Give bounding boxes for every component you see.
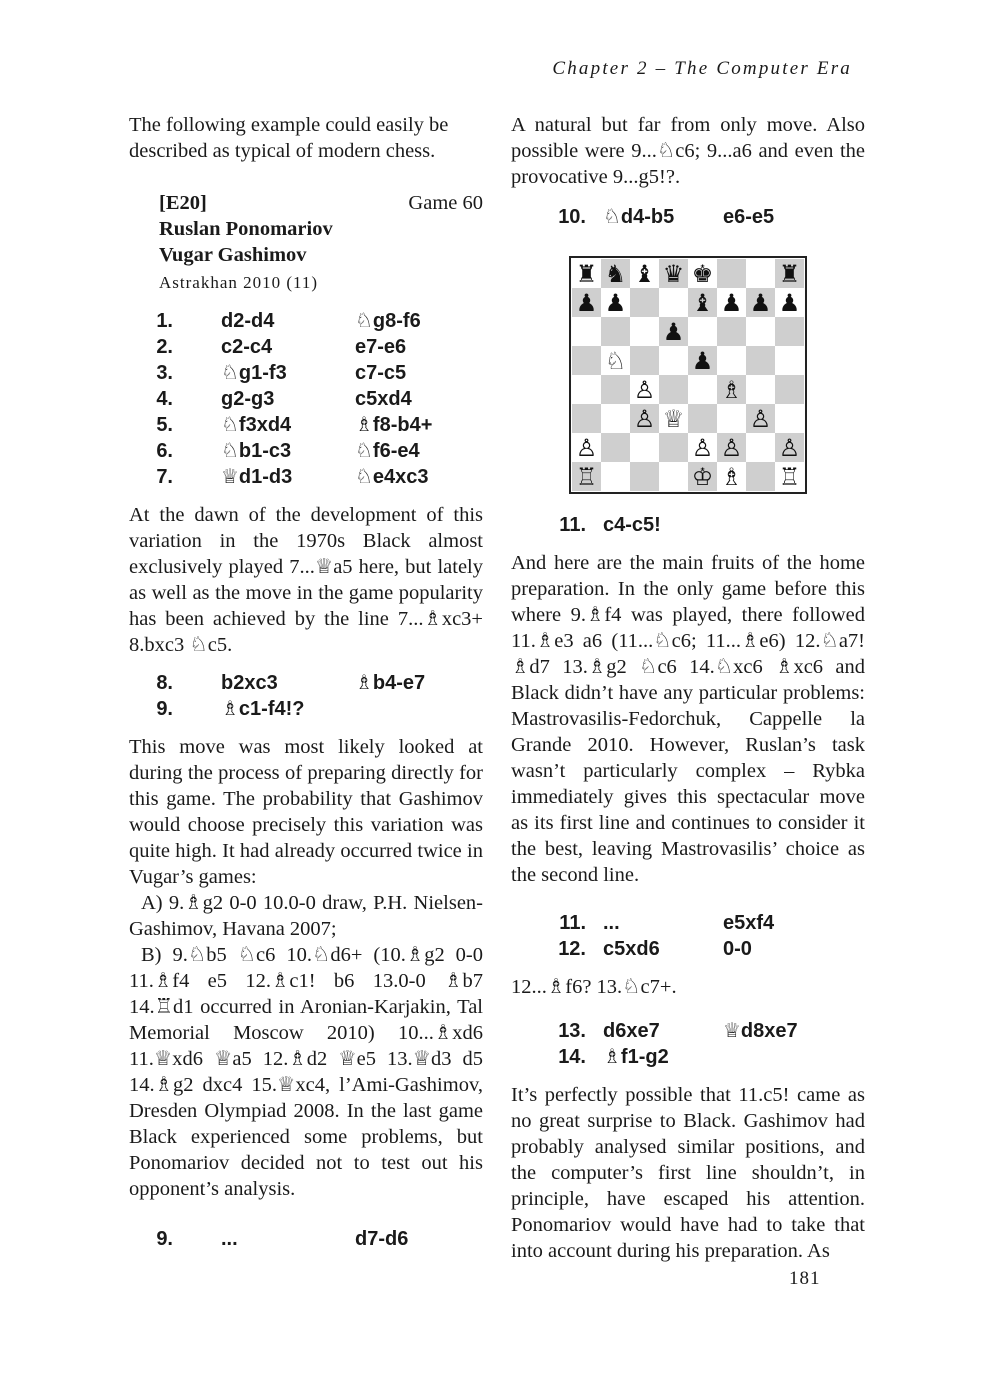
square-a1: ♖ bbox=[572, 462, 601, 491]
white-move: ♗c1-f4!? bbox=[221, 698, 305, 720]
black-move: c5xd4 bbox=[355, 388, 412, 410]
left-column bbox=[129, 112, 483, 1264]
black-move: e6-e5 bbox=[723, 206, 775, 228]
square-e8: ♚ bbox=[688, 259, 717, 288]
move-list bbox=[511, 910, 865, 962]
square-a4 bbox=[572, 375, 601, 404]
square-c7 bbox=[630, 288, 659, 317]
square-d5 bbox=[659, 346, 688, 375]
page-number: 181 bbox=[789, 1268, 821, 1289]
square-g5 bbox=[746, 346, 775, 375]
commentary-paragraph: At the dawn of the development of this variation in the 1970s Black almost exclusively played 7...♕a5 here, but lately as well as the move in the game popularity has been achieved by the line 7...♗xc3+ 8.bxc3 ♘c5. bbox=[129, 504, 483, 656]
move-number: 12. bbox=[558, 938, 586, 960]
square-b8: ♞ bbox=[601, 259, 630, 288]
black-move: e5xf4 bbox=[723, 912, 775, 934]
square-c4: ♙ bbox=[630, 375, 659, 404]
square-b6 bbox=[601, 317, 630, 346]
square-e1: ♔ bbox=[688, 462, 717, 491]
square-c5 bbox=[630, 346, 659, 375]
square-f2: ♙ bbox=[717, 433, 746, 462]
move-number: 1. bbox=[156, 310, 173, 332]
square-f5 bbox=[717, 346, 746, 375]
commentary-paragraph: And here are the main fruits of the home preparation. In the only game before this where 9.♗f4 was played, there followed 11.♗e3 a6 (11...♘c6; 11...♗e6) 12.♘a7! ♗d7 13.♗g2 ♘c6 14.♘xc6 ♗xc6 and Black didn’t have any particular problems: Mastrovasilis-Fedorchuk, Cappelle la Grande 2010. However, Ruslan’s task wasn’t particularly complex – Rybka immediately gives this spectacular move as its first line and continues to consider it the best, leaving Mastrovasilis’ choice as the second line. bbox=[511, 552, 865, 886]
square-a2: ♙ bbox=[572, 433, 601, 462]
white-move: ♘g1-f3 bbox=[221, 362, 287, 384]
black-move: c7-c5 bbox=[355, 362, 407, 384]
move-row bbox=[129, 1226, 483, 1252]
chess-diagram bbox=[569, 256, 865, 494]
square-h8: ♜ bbox=[775, 259, 804, 288]
square-c8: ♝ bbox=[630, 259, 659, 288]
square-f3 bbox=[717, 404, 746, 433]
square-g8 bbox=[746, 259, 775, 288]
square-e6 bbox=[688, 317, 717, 346]
move-list bbox=[511, 204, 865, 230]
square-h1: ♖ bbox=[775, 462, 804, 491]
black-move: d7-d6 bbox=[355, 1228, 409, 1250]
square-g1 bbox=[746, 462, 775, 491]
commentary-paragraph: 12...♗f6? 13.♘c7+. bbox=[511, 976, 677, 998]
square-h5 bbox=[775, 346, 804, 375]
move-row bbox=[129, 412, 483, 438]
commentary-paragraph: It’s perfectly possible that 11.c5! came as no great surprise to Black. Gashimov had probably analysed similar positions, and the computer’s first line shouldn’t, in principle, have escaped his attention. Ponomariov would have had to take that into account during his preparation. As bbox=[511, 1084, 865, 1262]
black-move: 0-0 bbox=[723, 938, 752, 960]
intro-paragraph: The following example could easily be described as typical of modern chess. bbox=[129, 114, 449, 162]
square-h7: ♟ bbox=[775, 288, 804, 317]
move-list bbox=[129, 670, 483, 722]
square-e3 bbox=[688, 404, 717, 433]
white-move: ♘d4-b5 bbox=[603, 206, 675, 228]
white-move: ♕d1-d3 bbox=[221, 466, 293, 488]
white-move: d6xe7 bbox=[603, 1020, 660, 1042]
white-move: ♗f1-g2 bbox=[603, 1046, 669, 1068]
move-number: 8. bbox=[156, 672, 173, 694]
move-row bbox=[129, 386, 483, 412]
square-d4 bbox=[659, 375, 688, 404]
white-move: g2-g3 bbox=[221, 388, 275, 410]
move-row bbox=[129, 360, 483, 386]
black-move: ♘f6-e4 bbox=[355, 440, 420, 462]
move-row bbox=[511, 936, 865, 962]
square-g7: ♟ bbox=[746, 288, 775, 317]
black-player: Vugar Gashimov bbox=[159, 244, 307, 266]
square-a5 bbox=[572, 346, 601, 375]
variation-a: A) 9.♗g2 0-0 10.0-0 draw, P.H. Nielsen-Gashimov, Havana 2007; bbox=[129, 892, 483, 940]
move-number: 10. bbox=[558, 206, 586, 228]
white-player: Ruslan Ponomariov bbox=[159, 218, 333, 240]
move-row bbox=[129, 308, 483, 334]
square-b5: ♘ bbox=[601, 346, 630, 375]
square-e4 bbox=[688, 375, 717, 404]
square-e5: ♟ bbox=[688, 346, 717, 375]
black-move: ♘g8-f6 bbox=[355, 310, 421, 332]
square-f6 bbox=[717, 317, 746, 346]
square-h6 bbox=[775, 317, 804, 346]
square-e7: ♝ bbox=[688, 288, 717, 317]
commentary-paragraph: This move was most likely looked at during the process of preparing directly for this game. The probability that Gashimov would choose precisely this variation was quite high. It had already occurred twice in Vugar’s games: bbox=[129, 736, 483, 888]
square-a3 bbox=[572, 404, 601, 433]
square-d8: ♛ bbox=[659, 259, 688, 288]
square-f1: ♗ bbox=[717, 462, 746, 491]
square-g4 bbox=[746, 375, 775, 404]
square-g2 bbox=[746, 433, 775, 462]
square-c1 bbox=[630, 462, 659, 491]
chess-board bbox=[569, 256, 807, 494]
move-number: 13. bbox=[558, 1020, 586, 1042]
move-row bbox=[129, 334, 483, 360]
move-number: 4. bbox=[156, 388, 173, 410]
square-h2: ♙ bbox=[775, 433, 804, 462]
white-move: c2-c4 bbox=[221, 336, 273, 358]
black-move: ♗f8-b4+ bbox=[355, 414, 433, 436]
game-header bbox=[159, 190, 483, 296]
square-c6 bbox=[630, 317, 659, 346]
white-move: b2xc3 bbox=[221, 672, 278, 694]
move-number: 6. bbox=[156, 440, 173, 462]
white-move: c5xd6 bbox=[603, 938, 660, 960]
move-number: 11. bbox=[559, 912, 586, 934]
white-move: ... bbox=[603, 912, 620, 934]
black-move: e7-e6 bbox=[355, 336, 407, 358]
square-f8 bbox=[717, 259, 746, 288]
move-number: 11. bbox=[559, 514, 586, 536]
square-d7 bbox=[659, 288, 688, 317]
square-d2 bbox=[659, 433, 688, 462]
event-info: Astrakhan 2010 (11) bbox=[159, 273, 319, 292]
square-d3: ♕ bbox=[659, 404, 688, 433]
square-c2 bbox=[630, 433, 659, 462]
move-number: 14. bbox=[558, 1046, 586, 1068]
eco-code: [E20] bbox=[159, 192, 207, 214]
white-move: d2-d4 bbox=[221, 310, 275, 332]
white-move: ... bbox=[221, 1228, 238, 1250]
square-b3 bbox=[601, 404, 630, 433]
square-b7: ♟ bbox=[601, 288, 630, 317]
move-row bbox=[511, 1018, 865, 1044]
black-move: ♘e4xc3 bbox=[355, 466, 429, 488]
move-row bbox=[511, 910, 865, 936]
square-a6 bbox=[572, 317, 601, 346]
square-f4: ♗ bbox=[717, 375, 746, 404]
square-g3: ♙ bbox=[746, 404, 775, 433]
variation-b: B) 9.♘b5 ♘c6 10.♘d6+ (10.♗g2 0-0 11.♗f4 e5 12.♗c1! b6 13.0-0 ♗b7 14.♖d1 occurred in Aronian-Karjakin, Tal Memorial Moscow 2010) 10...♗xd6 11.♕xd6 ♕a5 12.♗d2 ♕e5 13.♕d3 d5 14.♗g2 dxc4 15.♕xc4, l’Ami-Gashimov, Dresden Olympiad 2008. In the last game Black experienced some problems, but Ponomariov decided not to test out his opponent’s analysis. bbox=[129, 944, 483, 1200]
move-row bbox=[129, 438, 483, 464]
move-row bbox=[129, 670, 483, 696]
move-number: 5. bbox=[156, 414, 173, 436]
move-list bbox=[129, 1226, 483, 1252]
square-f7: ♟ bbox=[717, 288, 746, 317]
square-b1 bbox=[601, 462, 630, 491]
white-move: ♘f3xd4 bbox=[221, 414, 292, 436]
square-g6 bbox=[746, 317, 775, 346]
white-move: c4-c5! bbox=[603, 514, 661, 536]
commentary-paragraph: A natural but far from only move. Also possible were 9...♘c6; 9...a6 and even the provocative 9...g5!?. bbox=[511, 114, 865, 188]
white-move: ♘b1-c3 bbox=[221, 440, 292, 462]
move-list bbox=[129, 308, 483, 490]
running-head: Chapter 2 – The Computer Era bbox=[552, 58, 852, 79]
move-list bbox=[511, 1018, 865, 1070]
right-column bbox=[511, 112, 865, 1264]
square-e2: ♙ bbox=[688, 433, 717, 462]
square-h3 bbox=[775, 404, 804, 433]
black-move: ♕d8xe7 bbox=[723, 1020, 798, 1042]
move-list bbox=[511, 512, 865, 538]
black-move: ♗b4-e7 bbox=[355, 672, 426, 694]
square-b2 bbox=[601, 433, 630, 462]
move-number: 3. bbox=[156, 362, 173, 384]
move-row bbox=[129, 696, 483, 722]
move-number: 9. bbox=[156, 1228, 173, 1250]
square-a7: ♟ bbox=[572, 288, 601, 317]
square-d6: ♟ bbox=[659, 317, 688, 346]
square-c3: ♙ bbox=[630, 404, 659, 433]
move-row bbox=[129, 464, 483, 490]
move-row bbox=[511, 1044, 865, 1070]
move-number: 2. bbox=[156, 336, 173, 358]
move-row bbox=[511, 512, 865, 538]
square-d1 bbox=[659, 462, 688, 491]
move-row bbox=[511, 204, 865, 230]
square-h4 bbox=[775, 375, 804, 404]
square-b4 bbox=[601, 375, 630, 404]
move-number: 9. bbox=[156, 698, 173, 720]
move-number: 7. bbox=[156, 466, 173, 488]
game-number: Game 60 bbox=[408, 192, 483, 214]
square-a8: ♜ bbox=[572, 259, 601, 288]
